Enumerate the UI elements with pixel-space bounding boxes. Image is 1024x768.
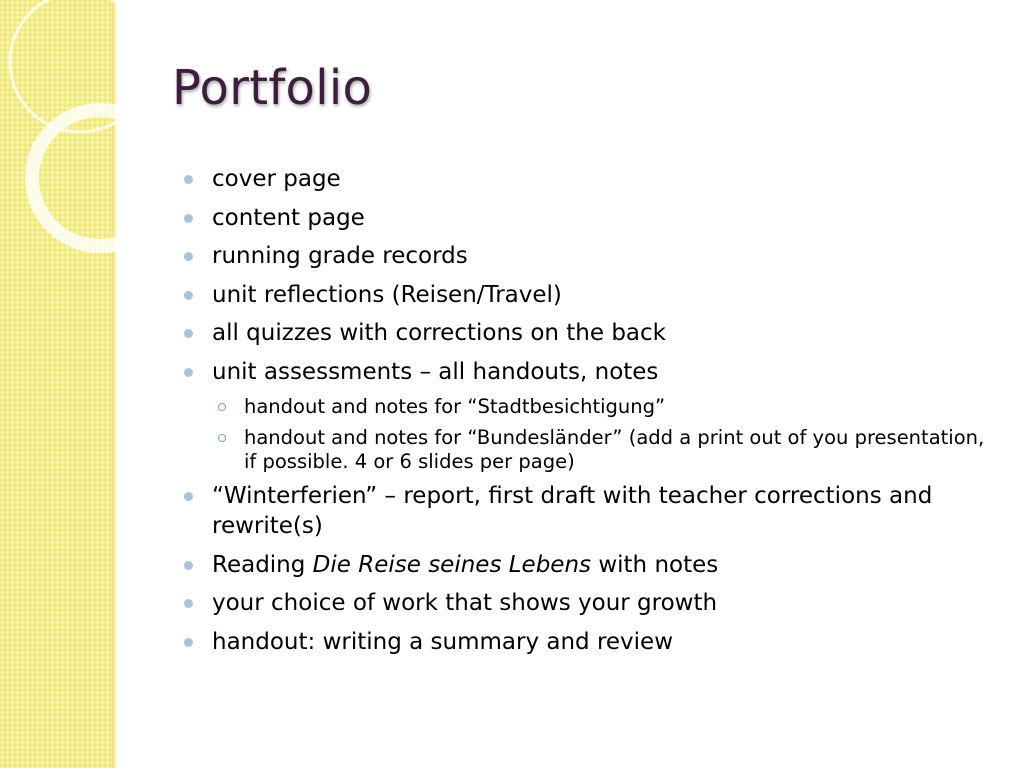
list-item: [180, 481, 1000, 541]
list-item: [180, 318, 1000, 348]
bullet-dot-icon: [184, 492, 193, 501]
list-item-text: running grade records: [212, 243, 468, 269]
bullet-list: [180, 164, 1000, 665]
list-item-text: “Winterferien” – report, first draft with teacher corrections and rewrite(s): [212, 483, 933, 539]
list-item: [180, 203, 1000, 233]
list-item-text: your choice of work that shows your growth: [212, 590, 718, 616]
bullet-dot-icon: [184, 638, 193, 647]
bullet-dot-icon: [184, 252, 193, 261]
list-item-text-pre: Reading: [212, 551, 313, 578]
list-item: [180, 164, 1000, 194]
list-item-text: content page: [212, 204, 365, 231]
bullet-dot-icon: [184, 561, 193, 570]
list-item-text: all quizzes with corrections on the back: [212, 320, 666, 346]
sub-list-item: [180, 426, 1000, 474]
book-title: Die Reise seines Lebens: [312, 551, 592, 578]
sub-list-item: [180, 395, 1000, 419]
bullet-dot-icon: [184, 599, 193, 608]
list-item: [180, 627, 1000, 657]
bullet-dot-icon: [184, 175, 193, 184]
list-item: [180, 280, 1000, 310]
decorative-rings-icon: [0, 0, 140, 260]
list-item: [180, 588, 1000, 618]
bullet-dot-icon: [184, 291, 193, 300]
list-item-text: unit reflections (Reisen/Travel): [212, 281, 562, 308]
list-item: [180, 550, 1000, 580]
list-item-text: handout: writing a summary and review: [212, 628, 674, 655]
bullet-dot-icon: [184, 214, 193, 223]
list-item-text: unit assessments – all handouts, notes: [212, 358, 659, 385]
hollow-circle-bullet-icon: [218, 434, 226, 442]
bullet-dot-icon: [184, 368, 193, 377]
hollow-circle-bullet-icon: [218, 403, 226, 411]
list-item: [180, 241, 1000, 271]
list-item-text: cover page: [212, 166, 341, 192]
bullet-dot-icon: [184, 329, 193, 338]
slide-title: Portfolio: [172, 60, 373, 116]
list-item-text-post: with notes: [591, 551, 719, 578]
list-item: [180, 357, 1000, 387]
sub-list-item-text: handout and notes for “Stadtbesichtigung”: [244, 395, 666, 418]
sub-list-item-text: handout and notes for “Bundesländer” (add a print out of you presentation, if possible. 4 or 6 slides per page): [244, 426, 985, 473]
